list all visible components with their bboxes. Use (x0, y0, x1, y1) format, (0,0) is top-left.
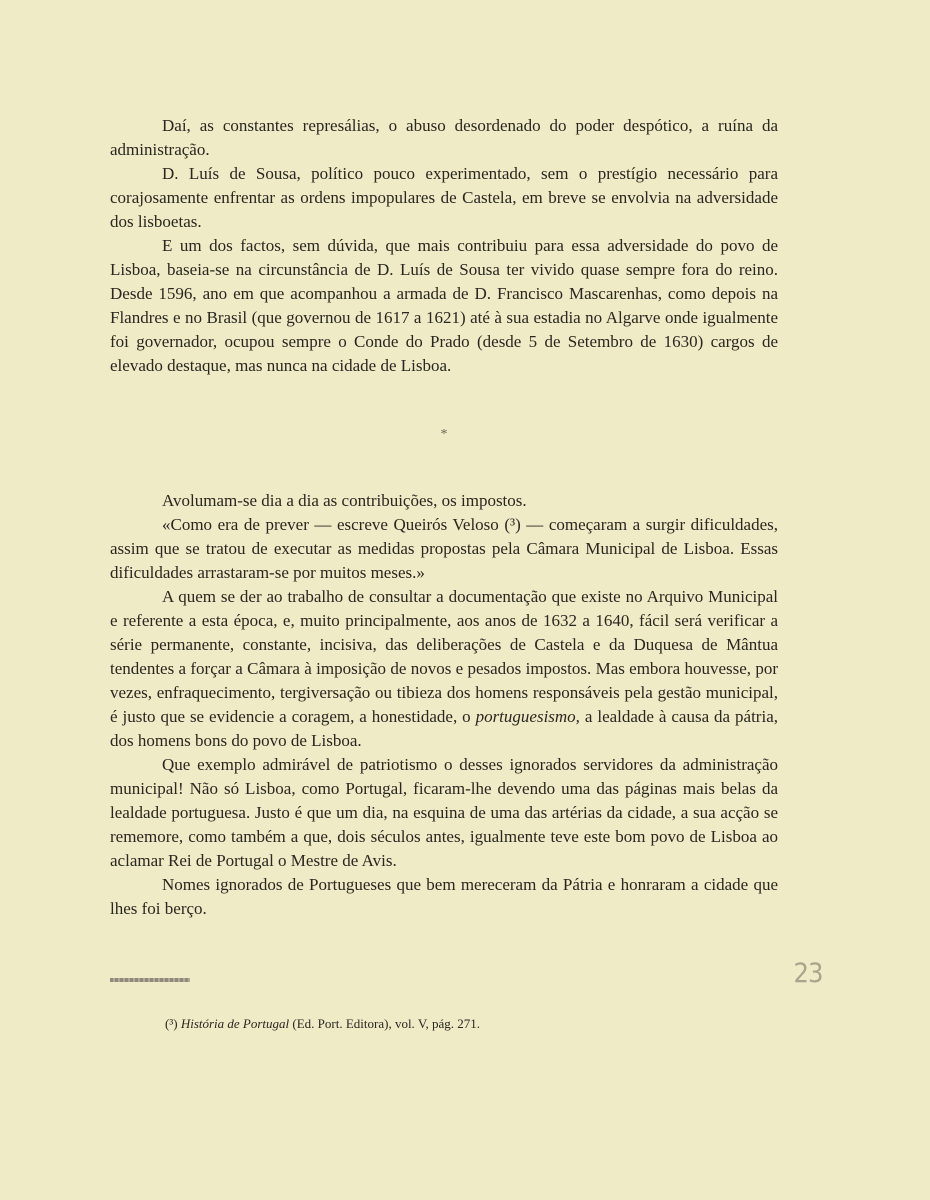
footnote (165, 1015, 480, 1033)
footnote-text: (Ed. Port. Editora), vol. V, pág. 271. (292, 1016, 481, 1031)
section-divider-ornament: * (440, 427, 448, 442)
paragraph-text: A quem se der ao trabalho de consultar a documentação que existe no Arquivo Municipal e referente a esta época, e, muito principalmente, aos anos de 1632 a 1640, fácil será verificar a série permanente, constante, incisiva, das deliberações de Castela e da Duquesa de Mântua tendentes a forçar a Câmara à imposição de novos e pesados impostos. Mas embora houvesse, por vezes, enfraquecimento, tergiversação ou tibieza dos homens responsáveis pela gestão municipal, é justo que se evidencie a coragem, a honestidade, o (110, 587, 778, 726)
paragraph: Avolumam-se dia a dia as contribuições, os impostos. (162, 491, 527, 510)
section-2 (110, 489, 778, 921)
paragraph: D. Luís de Sousa, político pouco experimentado, sem o prestígio necessário para corajosamente enfrentar as ordens impopulares de Castela, em breve se envolvia na adversidade dos lisboetas. (110, 164, 778, 231)
footnote-marker: (³) (165, 1016, 178, 1031)
emphasis-portuguesismo: portuguesismo, (475, 707, 580, 726)
page-number: 23 (793, 958, 823, 989)
paragraph: E um dos factos, sem dúvida, que mais contribuiu para essa adversidade do povo de Lisboa, baseia-se na circunstância de D. Luís de Sousa ter vivido quase sempre fora do reino. Desde 1596, ano em que acompanhou a armada de D. Francisco Mascarenhas, como depois na Flandres e no Brasil (que governou de 1617 a 1621) até à sua estadia no Algarve onde igualmente foi governador, ocupou sempre o Conde do Prado (desde 5 de Setembro de 1630) cargos de elevado destaque, mas nunca na cidade de Lisboa. (110, 236, 778, 375)
paragraph: Nomes ignorados de Portugueses que bem mereceram da Pátria e honraram a cidade que lhes foi berço. (110, 875, 778, 918)
paragraph: Daí, as constantes represálias, o abuso desordenado do poder despótico, a ruína da administração. (110, 116, 778, 159)
section-1 (110, 114, 778, 378)
footnote-rule (110, 978, 190, 982)
paragraph: Que exemplo admirável de patriotismo o desses ignorados servidores da administração municipal! Não só Lisboa, como Portugal, ficaram-lhe devendo uma das páginas mais belas da lealdade portuguesa. Justo é que um dia, na esquina de uma das artérias da cidade, a sua acção se rememore, como também a que, dois séculos antes, igualmente teve este bom povo de Lisboa ao aclamar Rei de Portugal o Mestre de Avis. (110, 755, 778, 870)
paragraph (110, 585, 778, 753)
paragraph-text: a lealdade à causa da pátria, dos homens bons do povo de Lisboa. (110, 707, 778, 750)
footnote-title: História de Portugal (180, 1016, 290, 1031)
paragraph: «Como era de prever — escreve Queirós Veloso (³) — começaram a surgir dificuldades, assim que se tratou de executar as medidas propostas pela Câmara Municipal de Lisboa. Essas dificuldades arrastaram-se por muitos meses.» (110, 515, 778, 582)
